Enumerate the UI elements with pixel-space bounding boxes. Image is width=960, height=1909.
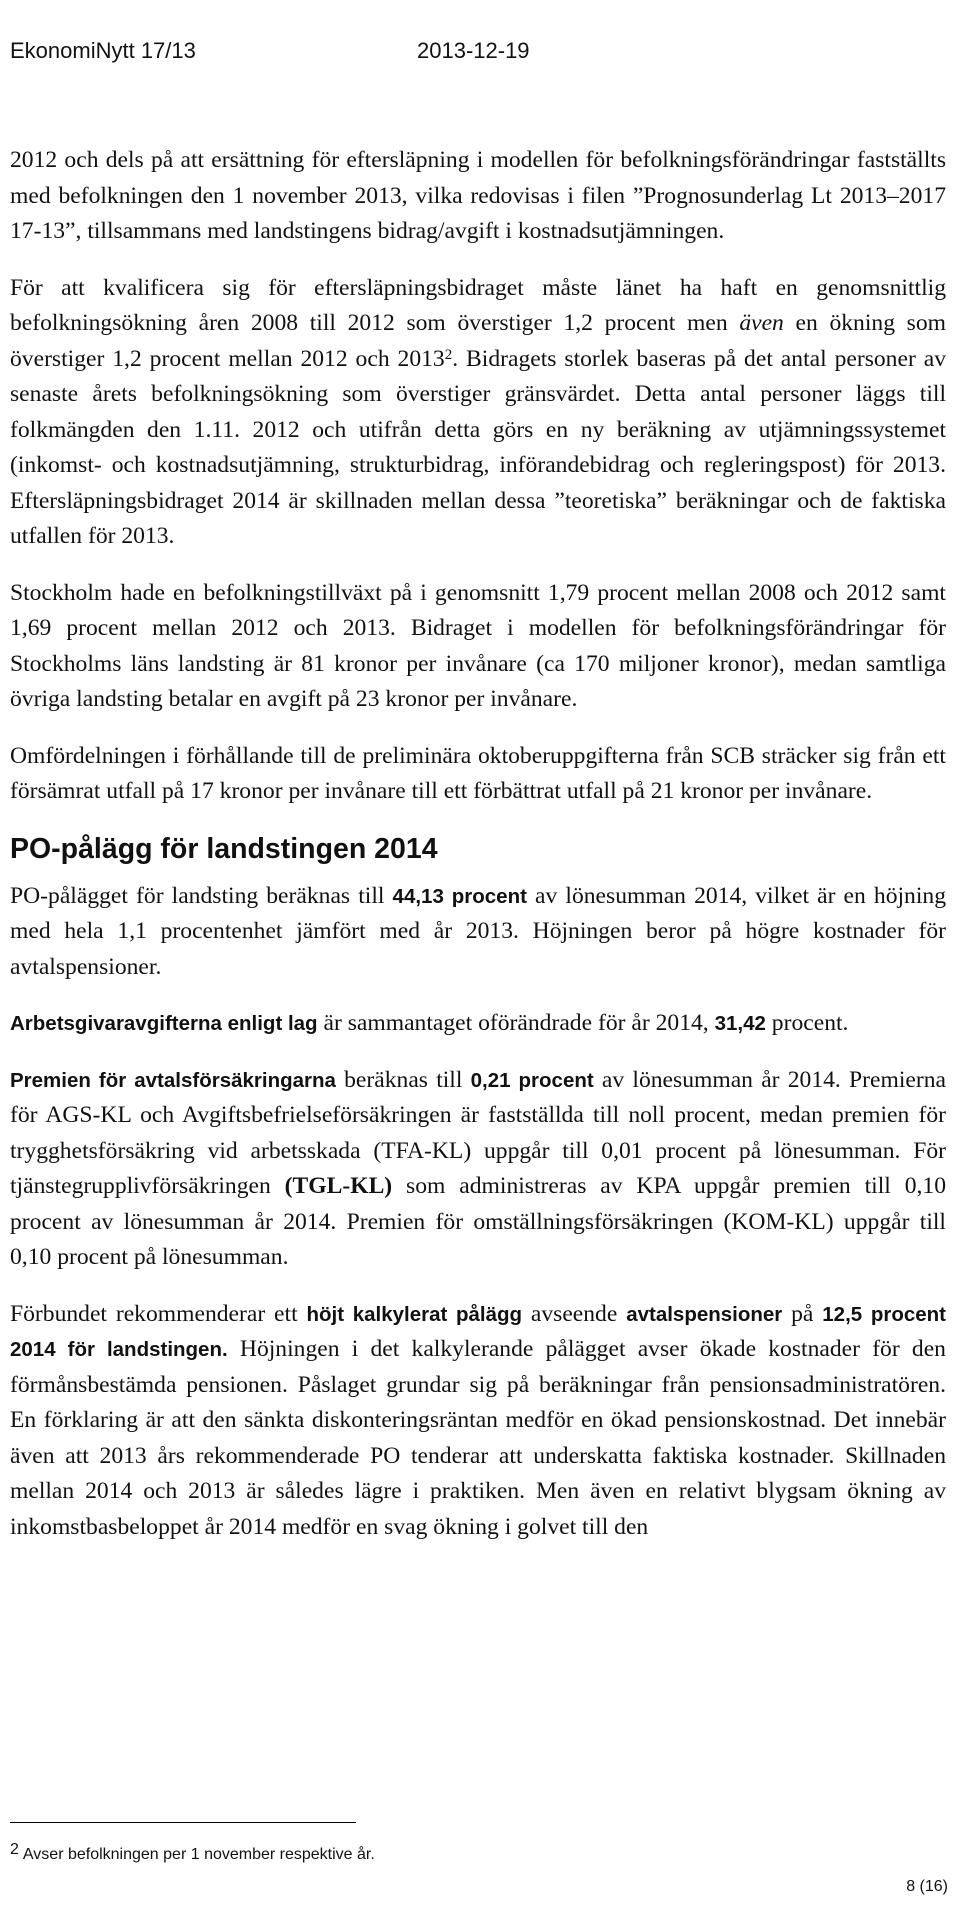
publication-title: EkonomiNytt 17/13 [10,38,196,63]
paragraph-text: avseende [522,1300,627,1327]
paragraph-text: beräknas till [335,1066,471,1093]
paragraph [10,271,946,555]
paragraph: Omfördelningen i förhållande till de preliminära oktoberuppgifterna från SCB sträcker sig från ett försämrat utfall på 17 kronor per invånare till ett förbättrat utfall på 21 kronor per invånare. [10,742,946,804]
paragraph: 2012 och dels på att ersättning för eftersläpning i modellen för befolkningsförändringar fastställts med befolkningen den 1 november 2013, vilka redovisas i filen ”Prognosunderlag Lt 2013–2017 17-13”, tillsammans med landstingens bidrag/avgift i kostnadsutjämningen. [10,147,946,244]
paragraph [10,1006,946,1042]
paragraph-text: på [782,1300,823,1327]
paragraph-text: Höjningen i det kalkylerande pålägget avser ökade kostnader för den förmånsbestämda pensionen. Påslaget grundar sig på beräkningar från pensionsadministratören. En förklaring är att den sänkta diskonteringsräntan medför en ökad pensionskostnad. Det innebär även att 2013 års rekommenderade PO tenderar att underskatta faktiska kostnader. Skillnaden mellan 2014 och 2013 är således lägre i praktiken. Men även en relativt blygsam ökning av inkomstbasbeloppet år 2014 medför en svag ökning i golvet till den [10,1336,946,1540]
paragraph [10,1297,946,1546]
paragraph-text: är sammantaget oförändrade för år 2014, [317,1010,715,1036]
bold-text: avtalspensioner [626,1302,783,1326]
bold-text: Premien för avtalsförsäkringarna [10,1068,336,1092]
bold-text: (TGL-KL) [284,1173,393,1199]
page-number: 8 (16) [906,1878,948,1895]
paragraph-text: av lönesumman 2014, vilket är en höjning med hela 1,1 procentenhet jämfört med år 2013. Höjningen beror på högre kostnader för avtalspensioner. [10,882,947,980]
publication-date: 2013-12-19 [417,38,530,63]
paragraph-text: en ökning som överstiger 1,2 procent mellan 2012 och 2013 [10,310,946,372]
paragraph: Stockholm hade en befolkningstillväxt på i genomsnitt 1,79 procent mellan 2008 och 2012 samt 1,69 procent mellan 2012 och 2013. Bidraget i modellen för befolkningsförändringar för Stockholms läns landsting är 81 kronor per invånare (ca 170 miljoner kronor), medan samtliga övriga landsting betalar en avgift på 23 kronor per invånare. [10,579,946,712]
paragraph [10,879,946,986]
bold-text: 31,42 [714,1012,766,1035]
footnote [10,1841,375,1864]
bold-text: 44,13 procent [392,884,527,908]
footnote-reference[interactable]: 2 [444,346,453,363]
paragraph [10,1063,946,1276]
paragraph-text: För att kvalificera sig för eftersläpningsbidraget måste länet ha haft en genomsnittlig befolkningsökning åren 2008 till 2012 som överstiger 1,2 procent men [10,274,946,336]
paragraph-text: av lönesumman år 2014. Premierna för AGS-KL och Avgiftsbefrielseförsäkringen är fastställda till noll procent, medan premien för trygghetsförsäkring vid arbetsskada (TFA-KL) uppgår till 0,01 procent på lönesumman. För tjänstegrupplivförsäkringen [10,1066,946,1199]
footnote-number: 2 [10,1841,19,1858]
paragraph-text: som administreras av KPA uppgår premien till 0,10 procent av lönesumman år 2014. Premien för omställningsförsäkringen (KOM-KL) uppgår till 0,10 procent på lönesumman. [10,1173,946,1270]
paragraph-text: procent. [765,1010,849,1036]
paragraph-text: Förbundet rekommenderar ett [10,1300,307,1327]
bold-text: Arbetsgivaravgifterna enligt lag [10,1012,318,1035]
footnote-text: Avser befolkningen per 1 november respektive år. [22,1846,375,1863]
document-body [10,143,946,1566]
paragraph-text: . Bidragets storlek baseras på det antal personer av senaste årets befolkningsökning som överstiger gränsvärdet. Detta antal personer läggs till folkmängden den 1.11. 2012 och utifrån detta görs en ny beräkning av utjämningssystemet (inkomst- och kostnadsutjämning, strukturbidrag, införandebidrag och regleringspost) för 2013. Eftersläpningsbidraget 2014 är skillnaden mellan dessa ”teoretiska” beräkningar och de faktiska utfallen för 2013. [10,345,946,549]
paragraph-text: PO-pålägget för landsting beräknas till [10,882,393,909]
bold-text: 0,21 procent [470,1068,594,1092]
italic-text: även [739,310,784,336]
bold-text: 12,5 procent 2014 för landstingen. [10,1302,946,1361]
section-heading: PO-pålägg för landstingen 2014 [10,832,438,865]
bold-text: höjt kalkylerat pålägg [306,1302,523,1326]
footnote-divider [10,1822,356,1823]
